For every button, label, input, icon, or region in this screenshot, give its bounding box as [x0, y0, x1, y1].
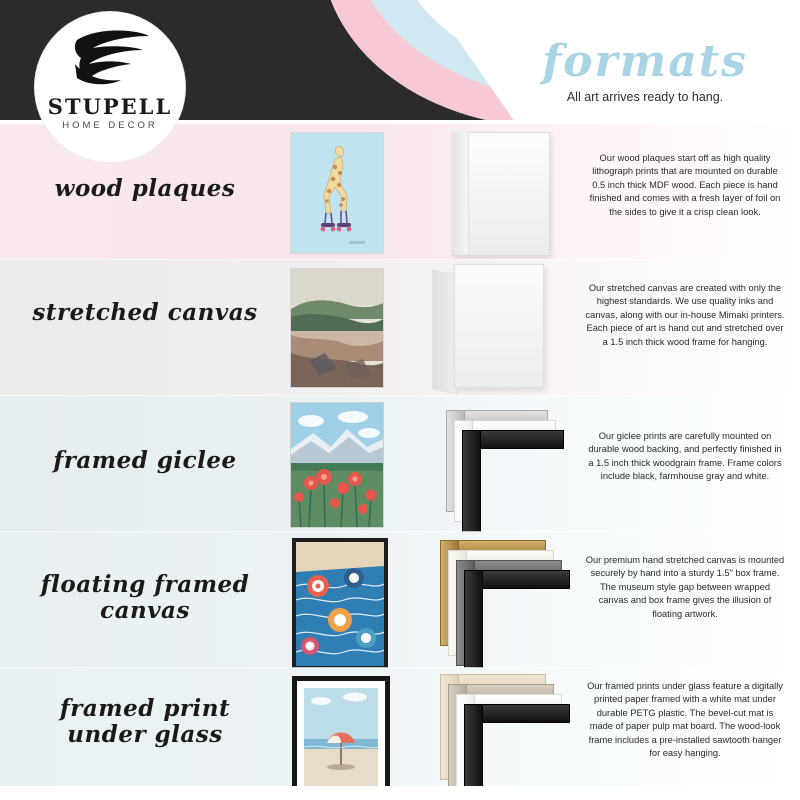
row-description: Our framed prints under glass feature a digitally printed paper framed with a white mat under durable PETG plastic. The bevel-cut mat is made of paper pulp mat board. The wood-look frame includes a pre-installed sawtooth hanger for easy hanging.: [587, 681, 783, 759]
row-divider: [0, 667, 800, 668]
row-divider: [0, 395, 800, 396]
row-divider: [0, 259, 800, 260]
artwork-thumbnail: [292, 676, 390, 800]
frame-corner-black: [462, 430, 562, 530]
row-description: Our stretched canvas are created with only the highest standards. We use quality inks and canvas, along with our in-house Mimaki printers. Each piece of art is hand cut and stretched over a 1.5 inch thick wood frame for hanging.: [585, 283, 785, 347]
swoosh-s-logo-icon: [69, 30, 153, 86]
artwork-thumbnail: [290, 268, 384, 388]
format-row-stretched-canvas: [0, 260, 800, 396]
format-sample: [440, 674, 570, 798]
canvas-front-face: [454, 264, 544, 388]
format-row-floating-framed-canvas: [0, 532, 800, 668]
row-description: Our wood plaques start off as high quality lithograph prints that are mounted on durable 0.5 inch thick MDF wood. Each piece is hand finished and comes with a fresh layer of foil on the sides to give it a crisp clean look.: [589, 153, 781, 217]
artwork-thumbnail: [290, 402, 384, 528]
row-label: framed print under glass: [59, 695, 231, 749]
format-sample: [440, 540, 570, 660]
bottom-edge: [0, 786, 800, 800]
format-sample: [446, 410, 566, 520]
frame-corner-black: [464, 570, 568, 674]
row-label: framed giclee: [53, 447, 237, 474]
format-row-framed-giclee: [0, 396, 800, 532]
brand-tagline: HOME DECOR: [62, 120, 158, 131]
page-subtitle: All art arrives ready to hang.: [566, 90, 724, 104]
page-title: formats: [542, 36, 748, 87]
artwork-thumbnail: [290, 132, 384, 254]
row-description: Our giclee prints are carefully mounted on durable wood backing, and perfectly finished in a 1.5 inch thick woodgrain frame. Frame colors include black, farmhouse gray and white.: [588, 431, 782, 482]
format-sample: [432, 264, 542, 390]
plaque-foil-edge: [452, 132, 469, 254]
row-label: wood plaques: [54, 175, 236, 202]
artwork-thumbnail: [292, 538, 388, 670]
format-row-framed-print-under-glass: [0, 668, 800, 800]
brand-name: STUPELL: [47, 94, 173, 119]
brand-logo: [35, 12, 185, 162]
row-description: Our premium hand stretched canvas is mounted securely by hand into a sturdy 1.5" box frame. The museum style gap between wrapped canvas and box frame gives the illusion of floating artwork.: [585, 555, 785, 619]
row-label: stretched canvas: [32, 299, 258, 326]
row-divider: [0, 531, 800, 532]
row-label: floating framed canvas: [40, 571, 250, 625]
